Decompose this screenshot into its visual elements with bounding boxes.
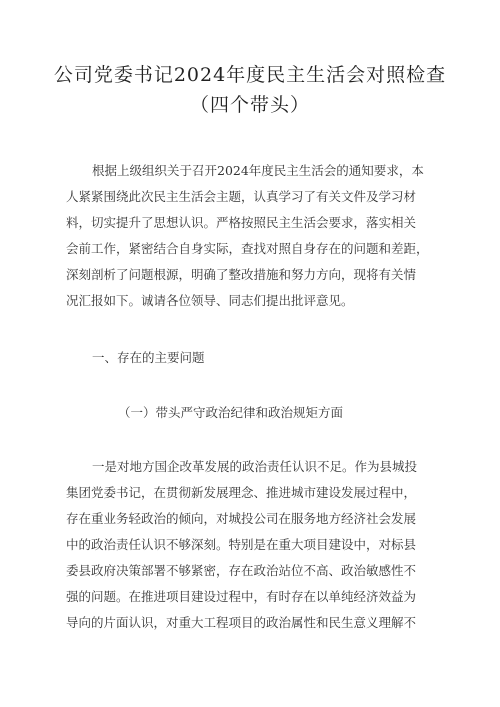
body-line: 强的问题。在推进项目建设过程中，有时存在以单纯经济效益为 (66, 589, 417, 604)
section-heading: 一、存在的主要问题 (92, 350, 205, 365)
body-line: 集团党委书记，在贯彻新发展理念、推进城市建设发展过程中， (66, 485, 417, 500)
intro-paragraph (66, 158, 435, 314)
intro-line: 深刻剖析了问题根源，明确了整改措施和努力方向，现将有关情 (66, 267, 417, 282)
intro-line: 况汇报如下。诚请各位领导、同志们提出批评意见。 (66, 293, 354, 308)
body-paragraph (66, 454, 435, 636)
subsection-heading: （一）带头严守政治纪律和政治规矩方面 (118, 405, 344, 420)
intro-line: 会前工作，紧密结合自身实际，查找对照自身存在的问题和差距， (66, 241, 429, 256)
body-line: 中的政治责任认识不够深刻。特别是在重大项目建设中，对标县 (66, 537, 417, 552)
body-line: 导向的片面认识，对重大工程项目的政治属性和民生意义理解不 (66, 615, 417, 630)
document-title: 公司党委书记2024年度民主生活会对照检查 (53, 64, 447, 86)
body-line: 存在重业务轻政治的倾向，对城投公司在服务地方经济社会发展 (66, 511, 417, 526)
intro-line: 人紧紧围绕此次民主生活会主题，认真学习了有关文件及学习材 (66, 189, 417, 204)
document-subtitle: （四个带头） (189, 94, 310, 116)
body-line: 一是对地方国企改革发展的政治责任认识不足。作为县城投 (92, 459, 418, 474)
intro-line: 料，切实提升了思想认识。严格按照民主生活会要求，落实相关 (66, 215, 417, 230)
intro-line: 根据上级组织关于召开2024年度民主生活会的通知要求，本 (92, 163, 424, 178)
body-line: 委县政府决策部署不够紧密，存在政治站位不高、政治敏感性不 (66, 563, 417, 578)
